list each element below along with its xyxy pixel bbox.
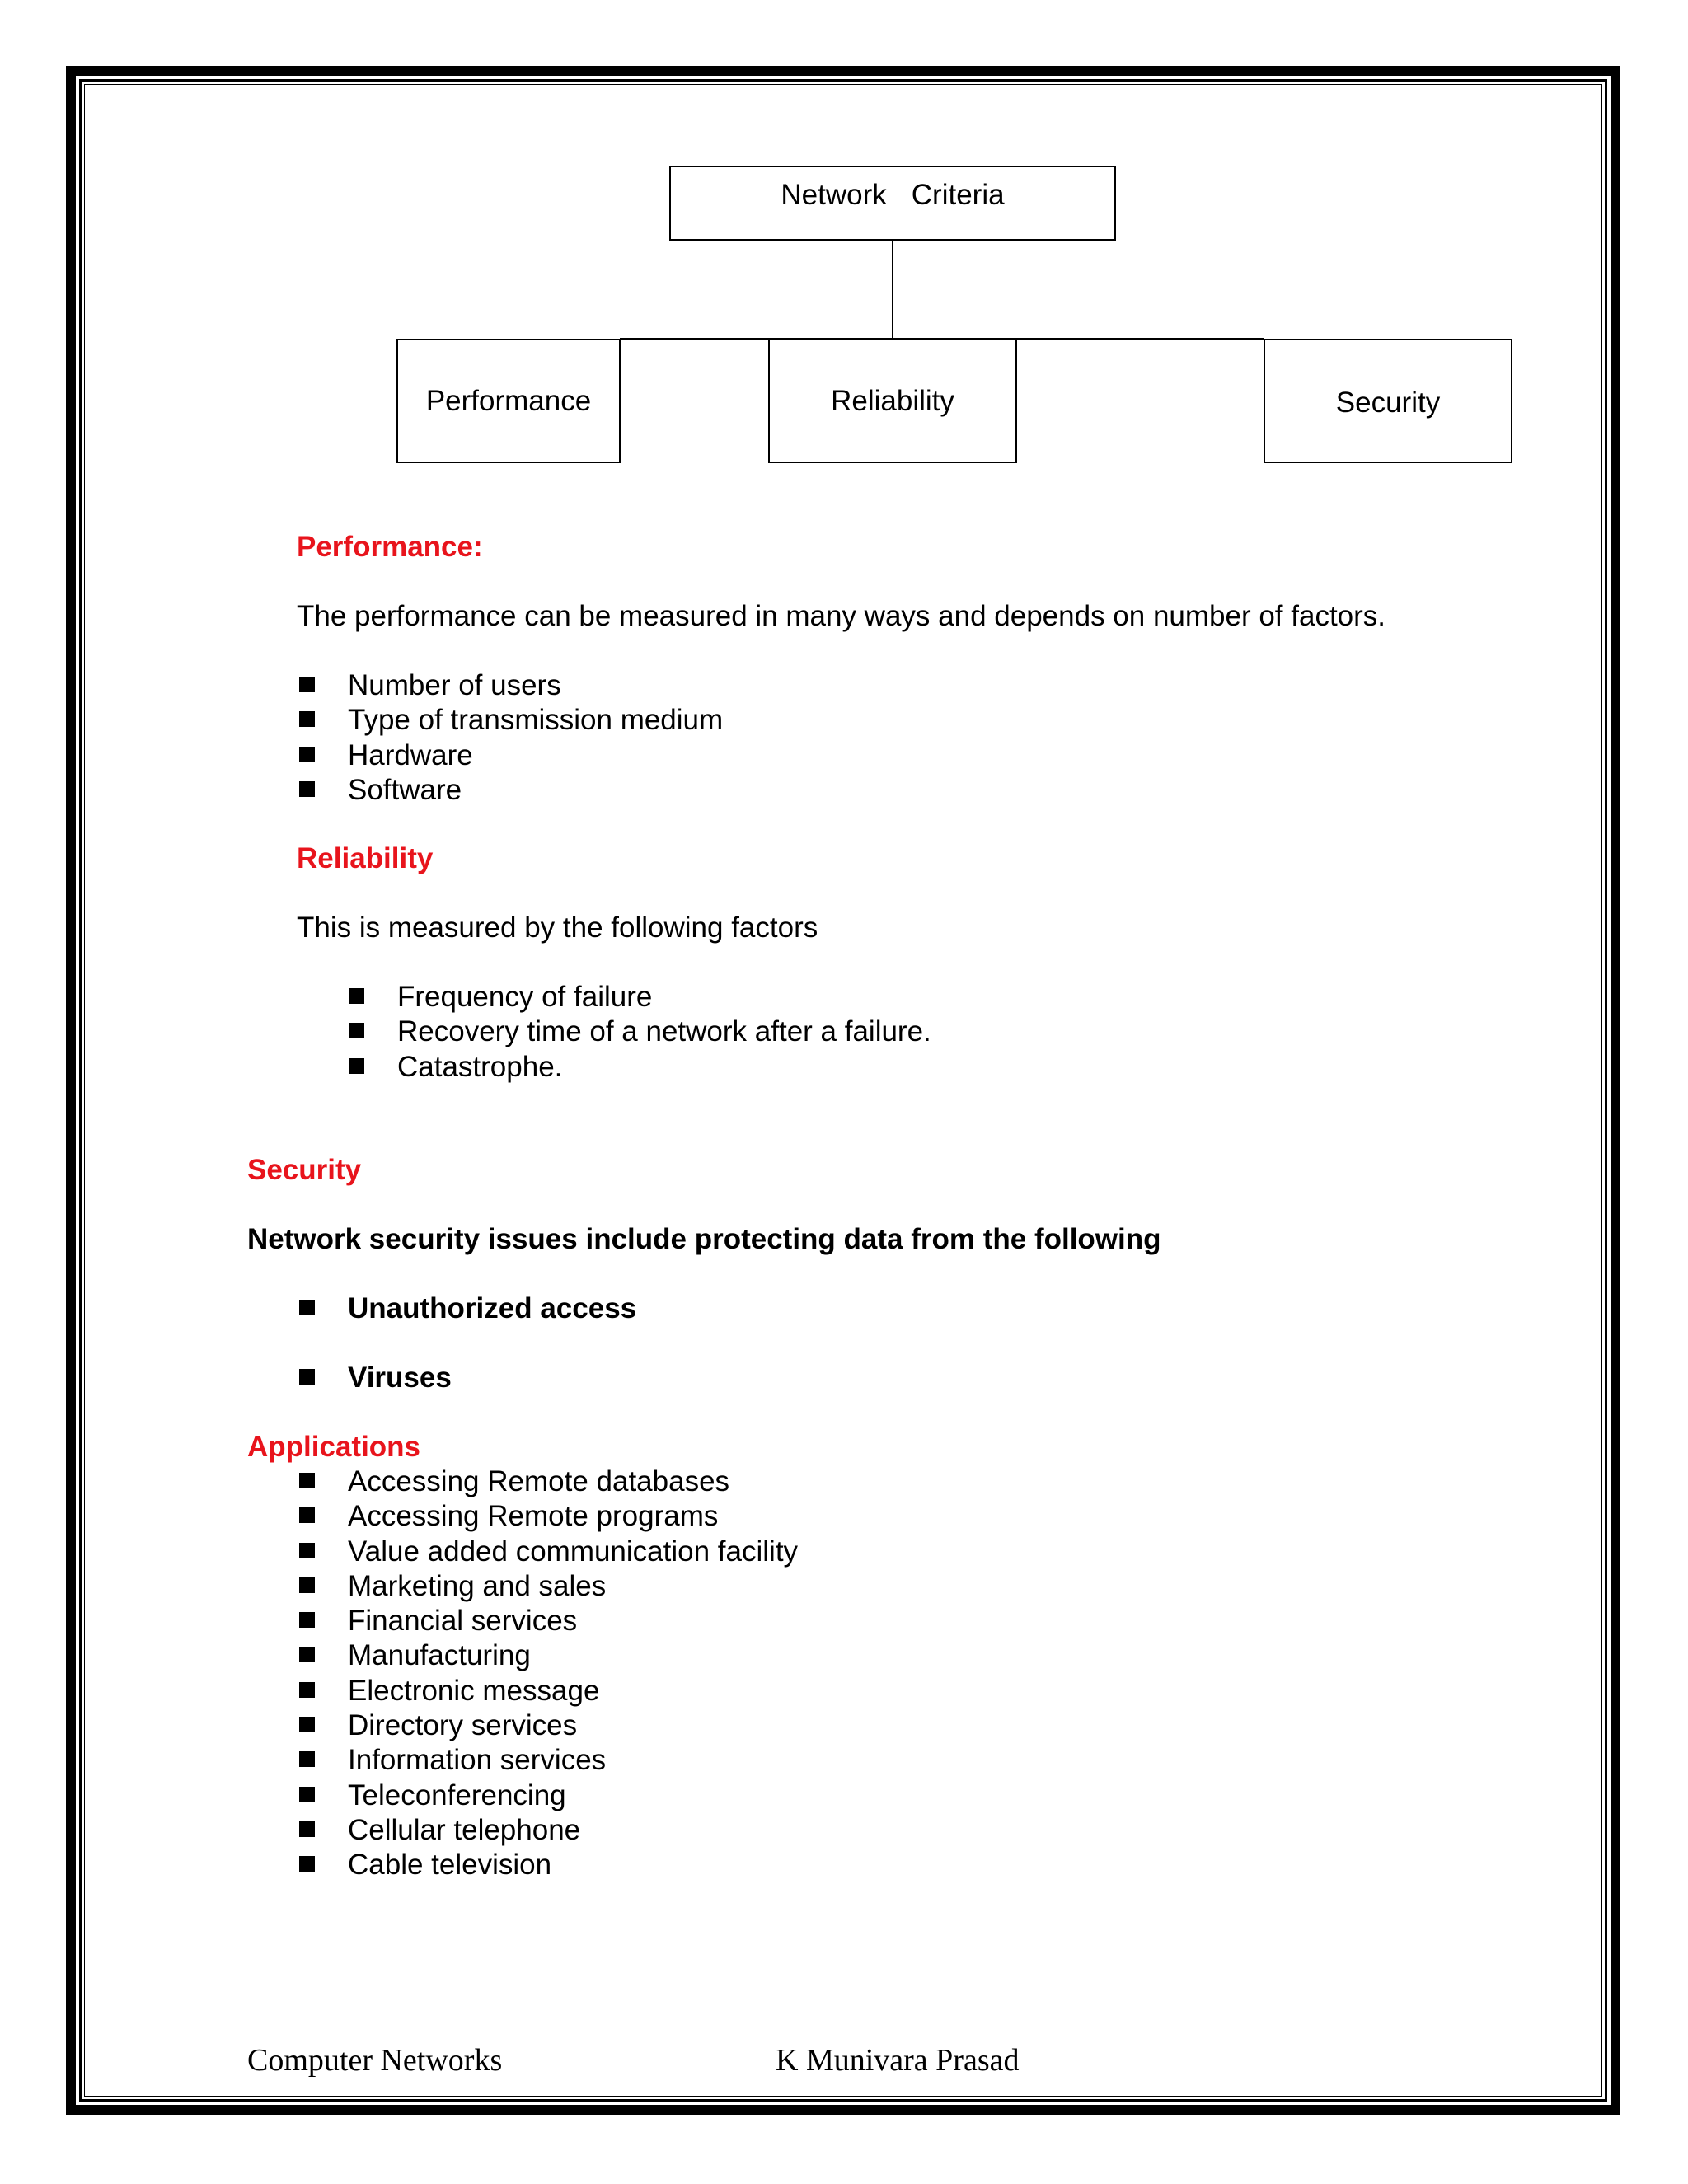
- footer-right: K Munivara Prasad: [776, 2043, 1020, 2078]
- diagram-node-label: Security: [1335, 387, 1441, 419]
- square-bullet-icon: [299, 1821, 315, 1837]
- diagram-node-label: Reliability: [831, 384, 954, 417]
- square-bullet-icon: [299, 1543, 315, 1558]
- security-intro: Network security issues include protecting data from the following: [247, 1223, 1161, 1255]
- reliability-factor-list: [349, 980, 931, 1085]
- diagram-node-label: Performance: [425, 384, 592, 417]
- list-item: Number of users: [299, 668, 723, 703]
- square-bullet-icon: [299, 711, 315, 727]
- square-bullet-icon: [299, 1473, 315, 1488]
- list-item: Type of transmission medium: [299, 703, 723, 738]
- diagram-node-reliability: [768, 339, 1017, 463]
- square-bullet-icon: [299, 1612, 315, 1628]
- list-item: Cellular telephone: [299, 1813, 798, 1848]
- list-item: Hardware: [299, 738, 723, 773]
- square-bullet-icon: [349, 1058, 364, 1074]
- applications-list: [299, 1465, 798, 1883]
- list-item: Manufacturing: [299, 1638, 798, 1673]
- performance-factor-list: [299, 668, 723, 808]
- diagram-root-word2: Criteria: [911, 179, 1005, 211]
- square-bullet-icon: [299, 781, 315, 797]
- list-item: Cable television: [299, 1848, 798, 1882]
- list-item: Accessing Remote databases: [299, 1465, 798, 1499]
- list-item: Accessing Remote programs: [299, 1499, 798, 1534]
- square-bullet-icon: [299, 1751, 315, 1767]
- square-bullet-icon: [299, 1856, 315, 1872]
- list-item: Frequency of failure: [349, 980, 931, 1015]
- list-item: Viruses: [299, 1361, 636, 1430]
- diagram-node-performance: [396, 339, 621, 463]
- square-bullet-icon: [299, 1507, 315, 1523]
- diagram-root-node: [669, 166, 1116, 241]
- list-item: Software: [299, 773, 723, 808]
- list-item: Catastrophe.: [349, 1050, 931, 1085]
- list-item: Information services: [299, 1743, 798, 1778]
- diagram-node-security: [1264, 339, 1512, 463]
- footer-left: Computer Networks: [247, 2043, 503, 2078]
- network-criteria-diagram: [0, 0, 1688, 494]
- security-threat-list: [299, 1291, 636, 1430]
- diagram-root-word1: Network: [781, 179, 887, 211]
- square-bullet-icon: [299, 677, 315, 692]
- applications-heading: Applications: [247, 1431, 421, 1463]
- list-item: Value added communication facility: [299, 1535, 798, 1569]
- square-bullet-icon: [299, 1369, 315, 1385]
- list-item: Unauthorized access: [299, 1291, 636, 1361]
- performance-heading: Performance:: [297, 531, 483, 563]
- list-item: Teleconferencing: [299, 1779, 798, 1813]
- square-bullet-icon: [299, 1682, 315, 1698]
- security-heading: Security: [247, 1154, 362, 1186]
- list-item: Electronic message: [299, 1674, 798, 1708]
- square-bullet-icon: [299, 1300, 315, 1315]
- list-item: Financial services: [299, 1604, 798, 1638]
- square-bullet-icon: [299, 747, 315, 762]
- square-bullet-icon: [299, 1577, 315, 1593]
- performance-intro: The performance can be measured in many ways and depends on number of factors.: [297, 600, 1386, 632]
- reliability-heading: Reliability: [297, 842, 434, 874]
- list-item: Directory services: [299, 1708, 798, 1743]
- square-bullet-icon: [299, 1787, 315, 1802]
- list-item: Marketing and sales: [299, 1569, 798, 1604]
- square-bullet-icon: [349, 988, 364, 1004]
- list-item: Recovery time of a network after a failure.: [349, 1015, 931, 1049]
- square-bullet-icon: [299, 1717, 315, 1732]
- square-bullet-icon: [349, 1023, 364, 1038]
- connector-root-vertical: [892, 241, 893, 340]
- square-bullet-icon: [299, 1647, 315, 1662]
- reliability-intro: This is measured by the following factors: [297, 912, 818, 944]
